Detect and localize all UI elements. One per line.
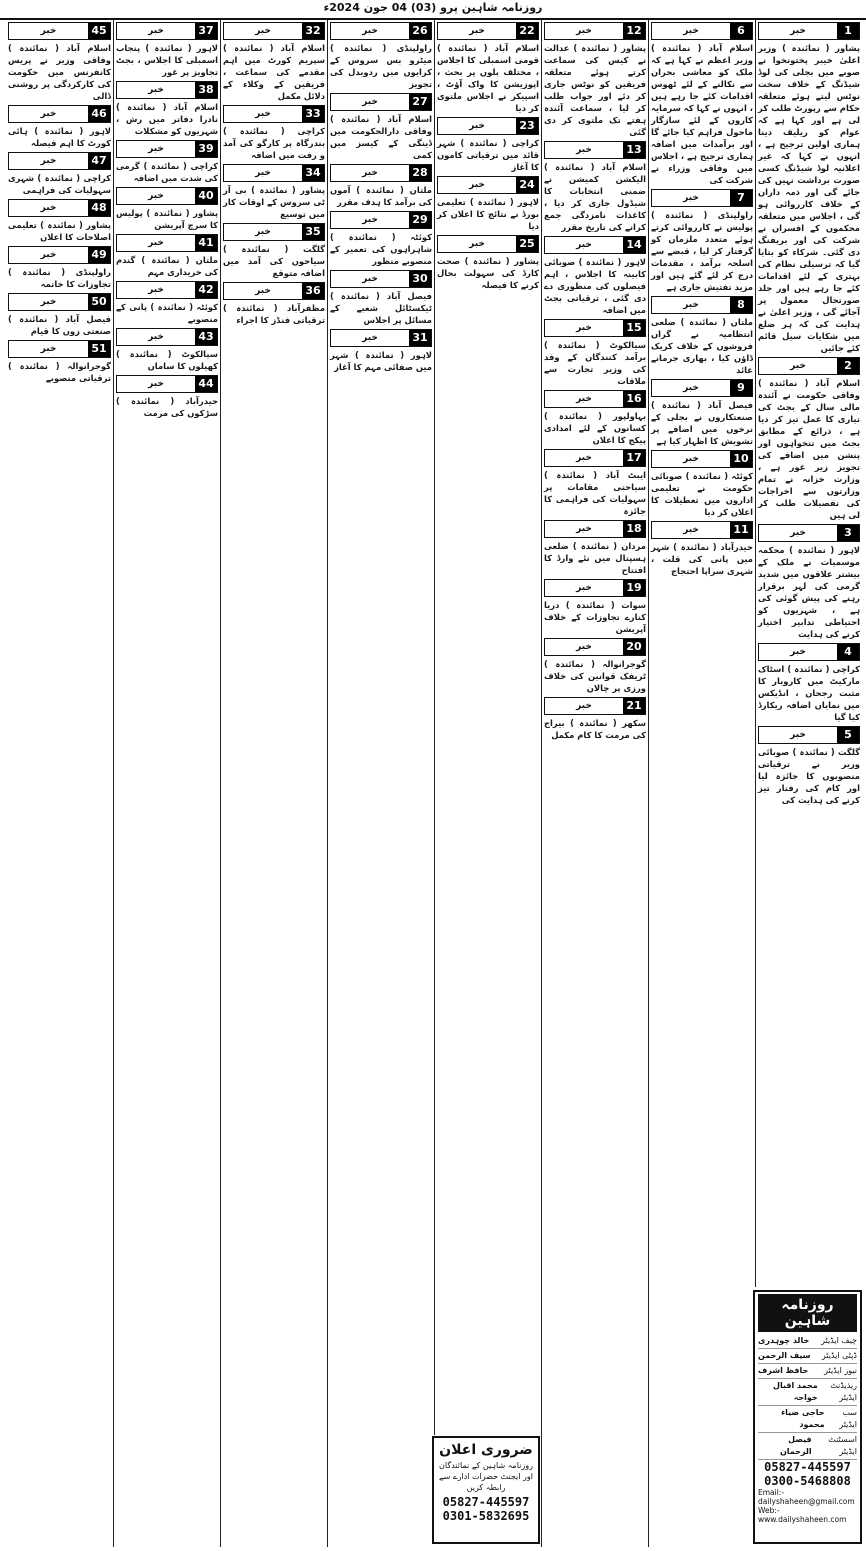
news-text: کراچی ( نمائندہ ) اسٹاک مارکیٹ میں کاروبار کا مثبت رجحان ، انڈیکس میں نمایاں اضافہ ریکارڈ کیا گیا <box>758 664 860 722</box>
news-column <box>220 20 327 1547</box>
news-headline <box>544 579 646 597</box>
news-column <box>434 20 541 1435</box>
news-text: گلگت ( نمائندہ ) صوبائی وزیر نے ترقیاتی منصوبوں کا جائزہ لیا اور کام کی رفتار تیز کرنے کی ہدایت کی <box>758 747 860 805</box>
news-headline <box>116 140 218 158</box>
news-headline <box>544 449 646 467</box>
news-headline <box>223 282 325 300</box>
news-item <box>116 375 218 419</box>
news-text: مردان ( نمائندہ ) ضلعی ہسپتال میں نئے وارڈ کا افتتاح <box>544 541 646 575</box>
news-number: 5 <box>837 727 859 743</box>
news-item <box>223 164 325 220</box>
news-number: 35 <box>302 224 324 240</box>
news-number: 16 <box>623 391 645 407</box>
news-item <box>651 450 753 518</box>
news-text: سکھر ( نمائندہ ) بیراج کی مرمت کا کام مکمل <box>544 718 646 740</box>
news-label: خبر <box>576 26 592 36</box>
news-number: 11 <box>730 522 752 538</box>
news-label: خبر <box>40 156 57 166</box>
news-number: 7 <box>730 190 752 206</box>
news-headline <box>544 638 646 656</box>
staff-role: نیوز ایڈیٹر <box>824 1366 857 1375</box>
news-text: پشاور ( نمائندہ ) تعلیمی اصلاحات کا اعلان <box>8 220 111 242</box>
news-item <box>544 697 646 741</box>
colophon-phone-2: 0300-5468808 <box>764 1474 851 1488</box>
staff-role: ڈپٹی ایڈیٹر <box>821 1351 857 1360</box>
news-headline <box>223 164 325 182</box>
news-headline <box>544 22 646 40</box>
news-text: ایبٹ آباد ( نمائندہ ) سیاحتی مقامات پر سہولیات کی فراہمی کا جائزہ <box>544 470 646 516</box>
news-headline <box>223 22 325 40</box>
news-label: خبر <box>362 274 378 284</box>
notice-title: ضروری اعلان <box>439 1442 533 1458</box>
news-item <box>651 22 753 186</box>
news-headline <box>8 199 111 217</box>
news-item <box>8 246 111 290</box>
news-text: فیصل آباد ( نمائندہ ) صنعتکاروں نے بجلی کے نرخوں میں اضافے پر تشویش کا اظہار کیا ہے <box>651 400 753 446</box>
news-number: 3 <box>837 525 859 541</box>
staff-role: ریذیڈنٹ ایڈیٹر <box>830 1381 857 1402</box>
news-number: 27 <box>409 94 431 110</box>
news-number: 36 <box>302 283 324 299</box>
news-label: خبر <box>148 191 164 201</box>
news-item <box>651 189 753 293</box>
news-item <box>223 223 325 279</box>
news-headline <box>651 450 753 468</box>
news-text: کوئٹہ ( نمائندہ ) شاہراہوں کی تعمیر کے منصوبے منظور <box>330 232 432 266</box>
news-label: خبر <box>790 647 806 657</box>
news-item <box>116 81 218 137</box>
news-text: لاہور ( نمائندہ ) پنجاب اسمبلی کا اجلاس ، بجٹ تجاویز پر غور <box>116 43 218 77</box>
news-text: پشاور ( نمائندہ ) پولیس کا سرچ آپریشن <box>116 208 218 230</box>
news-text: اسلام آباد ( نمائندہ ) نادرا دفاتر میں رش ، شہریوں کو مشکلات <box>116 102 218 136</box>
news-column <box>327 20 434 1547</box>
news-item <box>437 176 539 232</box>
news-label: خبر <box>576 240 592 250</box>
news-text: اسلام آباد ( نمائندہ ) قومی اسمبلی کا اجلاس ، مختلف بلوں پر بحث ، اپوزیشن کا واک آؤٹ ، اسپیکر نے اجلاس ملتوی کر دیا <box>437 43 539 113</box>
news-headline <box>437 235 539 253</box>
news-number: 6 <box>730 23 752 39</box>
news-text: سوات ( نمائندہ ) دریا کنارے تجاوزات کے خلاف آپریشن <box>544 600 646 634</box>
news-label: خبر <box>255 168 271 178</box>
news-label: خبر <box>255 227 271 237</box>
notice-ad <box>432 1436 540 1544</box>
news-number: 37 <box>195 23 217 39</box>
news-text: اسلام آباد ( نمائندہ ) وفاقی وزیر نے پریس کانفرنس میں حکومت کی کارکردگی پر روشنی ڈالی <box>8 43 111 101</box>
news-item <box>651 296 753 376</box>
news-text: حیدرآباد ( نمائندہ ) شہر میں پانی کی قلت ، شہری سراپا احتجاج <box>651 542 753 576</box>
news-headline <box>758 22 860 40</box>
news-label: خبر <box>683 383 699 393</box>
news-text: پشاور ( نمائندہ ) بی آر ٹی سروس کے اوقات کار میں توسیع <box>223 185 325 219</box>
news-text: پشاور ( نمائندہ ) وزیر اعلیٰ خیبر پختونخوا نے صوبے میں بجلی کی لوڈ شیڈنگ کے خلاف سخت نوٹس لیتے ہوئے متعلقہ حکام سے رپورٹ طلب کر لی ہے اور کہا ہے کہ عوام کو ریلیف دینا ہماری اولین ترجیح ہے ، انہوں نے کہا کہ غیر اعلانیہ لوڈ شیڈنگ کسی صورت برداشت نہیں کی جائے گی اور ذمہ داران کے خلاف کارروائی ہو گی ، اجلاس میں متعلقہ محکموں کے افسران نے شرکت کی اور بریفنگ دی گئی۔ شرکاء کو بتایا گیا کہ ترسیلی نظام کی بہتری کے لئے اقدامات کئے جا رہے ہیں اور جلد صورتحال معمول پر آجائے گی ، وزیر اعلیٰ نے ہدایت کی کہ ہر ضلع میں شکایات سیل قائم کئے جائیں <box>758 43 860 353</box>
news-item <box>544 22 646 138</box>
news-item <box>437 22 539 114</box>
news-text: لاہور ( نمائندہ ) صوبائی کابینہ کا اجلاس ، اہم فیصلوں کی منظوری دے دی گئی ، ترقیاتی بجٹ میں اضافہ <box>544 257 646 315</box>
news-label: خبر <box>683 454 699 464</box>
news-text: راولپنڈی ( نمائندہ ) پولیس نے کارروائی کرتے ہوئے متعدد ملزمان کو گرفتار کر لیا ، قبضے سے اسلحہ برآمد ، مقدمات درج کر لئے گئے ہیں اور مزید تفتیش جاری ہے <box>651 210 753 292</box>
news-number: 20 <box>623 639 645 655</box>
news-headline <box>544 319 646 337</box>
news-number: 13 <box>623 142 645 158</box>
news-label: خبر <box>362 333 378 343</box>
news-item <box>330 329 432 373</box>
news-number: 10 <box>730 451 752 467</box>
news-label: خبر <box>683 26 699 36</box>
news-headline <box>544 141 646 159</box>
news-item <box>330 22 432 90</box>
news-label: خبر <box>362 215 378 225</box>
news-number: 25 <box>516 236 538 252</box>
news-text: اسلام آباد ( نمائندہ ) وفاقی حکومت نے آئندہ مالی سال کے بجٹ کی تیاری کا عمل تیز کر دیا ہے ، ذرائع کے مطابق بجٹ میں تنخواہوں اور پنشن میں اضافے کی تجویز زیر غور ہے ، وزارت خزانہ نے تمام وزارتوں سے اخراجات کی تفصیلات طلب کر لی ہیں <box>758 378 860 520</box>
news-item <box>758 22 860 354</box>
news-column <box>113 20 220 1547</box>
staff-name: حافظ اشرف <box>758 1366 809 1375</box>
news-label: خبر <box>362 168 378 178</box>
news-number: 1 <box>837 23 859 39</box>
news-number: 38 <box>195 82 217 98</box>
news-headline <box>116 281 218 299</box>
news-label: خبر <box>469 180 485 190</box>
colophon-website: Web:-www.dailyshaheen.com <box>758 1506 847 1524</box>
news-item <box>758 726 860 806</box>
news-label: خبر <box>362 97 378 107</box>
news-number: 48 <box>88 200 110 216</box>
staff-row <box>758 1364 857 1379</box>
news-number: 12 <box>623 23 645 39</box>
news-text: لاہور ( نمائندہ ) تعلیمی بورڈ نے نتائج کا اعلان کر دیا <box>437 197 539 231</box>
news-number: 41 <box>195 235 217 251</box>
news-item <box>116 22 218 78</box>
news-headline <box>8 105 111 123</box>
news-number: 31 <box>409 330 431 346</box>
news-label: خبر <box>790 26 806 36</box>
news-number: 28 <box>409 165 431 181</box>
news-label: خبر <box>362 26 378 36</box>
news-text: لاہور ( نمائندہ ) شہر میں صفائی مہم کا آغاز <box>330 350 432 372</box>
news-headline <box>330 93 432 111</box>
news-text: حیدرآباد ( نمائندہ ) سڑکوں کی مرمت <box>116 396 218 418</box>
news-item <box>223 22 325 102</box>
news-number: 45 <box>88 23 110 39</box>
news-item <box>223 282 325 326</box>
news-item <box>330 211 432 267</box>
news-item <box>116 281 218 325</box>
news-text: ملتان ( نمائندہ ) ضلعی انتظامیہ نے گراں فروشوں کے خلاف کریک ڈاؤن کیا ، بھاری جرمانے عائد <box>651 317 753 375</box>
staff-name: خالد چوہدری <box>758 1336 810 1345</box>
news-label: خبر <box>148 285 164 295</box>
news-text: راولپنڈی ( نمائندہ ) تجاوزات کا خاتمہ <box>8 267 111 289</box>
news-headline <box>330 164 432 182</box>
news-headline <box>223 223 325 241</box>
news-text: گلگت ( نمائندہ ) سیاحوں کی آمد میں اضافہ متوقع <box>223 244 325 278</box>
news-text: اسلام آباد ( نمائندہ ) الیکشن کمیشن نے ضمنی انتخابات کا شیڈول جاری کر دیا ، کاغذات نامزدگی جمع کرانے کی تاریخ مقرر <box>544 162 646 232</box>
news-headline <box>758 357 860 375</box>
news-label: خبر <box>148 379 164 389</box>
news-headline <box>8 152 111 170</box>
news-item <box>544 236 646 316</box>
news-headline <box>437 22 539 40</box>
staff-list <box>755 1334 860 1460</box>
news-item <box>8 293 111 337</box>
news-number: 24 <box>516 177 538 193</box>
news-item <box>544 579 646 635</box>
news-headline <box>8 22 111 40</box>
news-text: فیصل آباد ( نمائندہ ) صنعتی زون کا قیام <box>8 314 111 336</box>
news-text: راولپنڈی ( نمائندہ ) میٹرو بس سروس کے کرایوں میں ردوبدل کی تجویز <box>330 43 432 89</box>
news-headline <box>223 105 325 123</box>
news-headline <box>330 329 432 347</box>
news-item <box>116 328 218 372</box>
news-label: خبر <box>148 26 164 36</box>
news-item <box>544 520 646 576</box>
news-label: خبر <box>790 361 806 371</box>
news-item <box>544 638 646 694</box>
news-number: 40 <box>195 188 217 204</box>
news-number: 29 <box>409 212 431 228</box>
news-number: 32 <box>302 23 324 39</box>
news-label: خبر <box>40 250 57 260</box>
news-text: کراچی ( نمائندہ ) شہری سہولیات کی فراہمی <box>8 173 111 195</box>
news-label: خبر <box>40 344 57 354</box>
news-number: 33 <box>302 106 324 122</box>
colophon-phone-1: 05827-445597 <box>764 1460 851 1474</box>
news-text: اسلام آباد ( نمائندہ ) سپریم کورٹ میں اہم مقدمے کی سماعت ، فریقین کے وکلاء کے دلائل مکمل <box>223 43 325 101</box>
news-item <box>758 524 860 640</box>
staff-name: محمد اقبال خواجہ <box>773 1381 818 1402</box>
news-number: 18 <box>623 521 645 537</box>
news-column <box>755 20 862 1287</box>
news-text: کراچی ( نمائندہ ) گرمی کی شدت میں اضافہ <box>116 161 218 183</box>
staff-row <box>758 1433 857 1460</box>
news-label: خبر <box>576 145 592 155</box>
news-text: کوئٹہ ( نمائندہ ) صوبائی حکومت نے تعلیمی اداروں میں تعطیلات کا اعلان کر دیا <box>651 471 753 517</box>
news-number: 21 <box>623 698 645 714</box>
news-number: 19 <box>623 580 645 596</box>
staff-name: سیف الرحمن <box>758 1351 811 1360</box>
news-headline <box>8 293 111 311</box>
news-headline <box>544 520 646 538</box>
news-item <box>544 449 646 517</box>
news-headline <box>8 340 111 358</box>
news-label: خبر <box>148 238 164 248</box>
staff-row <box>758 1406 857 1433</box>
news-item <box>116 140 218 184</box>
news-headline <box>330 211 432 229</box>
news-headline <box>116 234 218 252</box>
news-item <box>437 117 539 173</box>
notice-body: روزنامہ شاہین کے نمائندگان اور ایجنٹ حضرات ادارے سے رابطہ کریں <box>438 1461 533 1492</box>
news-headline <box>330 22 432 40</box>
staff-name: حاجی ضیاء محمود <box>781 1408 825 1429</box>
news-label: خبر <box>255 26 271 36</box>
news-item <box>8 22 111 102</box>
news-number: 8 <box>730 297 752 313</box>
news-headline <box>116 22 218 40</box>
news-text: لاہور ( نمائندہ ) ہائی کورٹ کا اہم فیصلہ <box>8 126 111 148</box>
news-number: 23 <box>516 118 538 134</box>
staff-role: سب ایڈیٹر <box>839 1408 857 1429</box>
news-label: خبر <box>683 525 699 535</box>
news-headline <box>437 176 539 194</box>
news-text: مظفرآباد ( نمائندہ ) ترقیاتی فنڈز کا اجراء <box>223 303 325 325</box>
colophon-email: Email:-dailyshaheen@gmail.com <box>758 1488 855 1506</box>
news-headline <box>437 117 539 135</box>
news-number: 39 <box>195 141 217 157</box>
news-headline <box>116 375 218 393</box>
news-headline <box>651 379 753 397</box>
staff-row <box>758 1349 857 1364</box>
news-number: 47 <box>88 153 110 169</box>
news-label: خبر <box>40 109 57 119</box>
news-item <box>116 234 218 278</box>
news-item <box>651 521 753 577</box>
news-text: پشاور ( نمائندہ ) عدالت نے کیس کی سماعت کرتے ہوئے متعلقہ فریقین کو نوٹس جاری کر دئے اور جواب طلب کر لیا ، سماعت آئندہ ہفتے تک ملتوی کر دی گئی <box>544 43 646 137</box>
news-item <box>8 340 111 384</box>
news-number: 44 <box>195 376 217 392</box>
staff-role: چیف ایڈیٹر <box>821 1336 857 1345</box>
news-headline <box>116 187 218 205</box>
news-headline <box>330 270 432 288</box>
news-label: خبر <box>683 300 699 310</box>
news-number: 22 <box>516 23 538 39</box>
news-number: 50 <box>88 294 110 310</box>
news-item <box>8 199 111 243</box>
news-column <box>6 20 113 1547</box>
news-text: سیالکوٹ ( نمائندہ ) کھیلوں کا سامان <box>116 349 218 371</box>
news-headline <box>544 697 646 715</box>
news-label: خبر <box>790 528 806 538</box>
news-label: خبر <box>576 323 592 333</box>
news-label: خبر <box>576 394 592 404</box>
news-label: خبر <box>255 109 271 119</box>
news-headline <box>544 390 646 408</box>
news-headline <box>758 726 860 744</box>
news-label: خبر <box>40 297 57 307</box>
news-label: خبر <box>40 26 57 36</box>
news-item <box>330 164 432 208</box>
notice-phone-1: 05827-445597 <box>442 1495 530 1509</box>
staff-row <box>758 1379 857 1406</box>
news-headline <box>651 22 753 40</box>
news-number: 14 <box>623 237 645 253</box>
staff-row <box>758 1334 857 1349</box>
news-text: سیالکوٹ ( نمائندہ ) برآمد کنندگان کے وفد کی وزیر تجارت سے ملاقات <box>544 340 646 386</box>
news-text: گوجرانوالہ ( نمائندہ ) ترقیاتی منصوبے <box>8 361 111 383</box>
news-headline <box>651 296 753 314</box>
news-headline <box>116 328 218 346</box>
news-number: 42 <box>195 282 217 298</box>
news-item <box>651 379 753 447</box>
news-label: خبر <box>576 524 592 534</box>
news-text: اسلام آباد ( نمائندہ ) وزیر اعظم نے کہا ہے کہ ملک کو معاشی بحران سے نکالنے کے لئے ٹھوس اقدامات کئے جا رہے ہیں ، انہوں نے کہا کہ سرمایہ کاروں کے لئے سازگار ماحول فراہم کیا جائے گا اور برآمدات میں اضافہ ہماری ترجیح ہے ، اجلاس میں وفاقی وزراء نے شرکت کی <box>651 43 753 185</box>
news-label: خبر <box>148 85 164 95</box>
news-text: ملتان ( نمائندہ ) گندم کی خریداری مہم <box>116 255 218 277</box>
news-number: 4 <box>837 644 859 660</box>
news-text: پشاور ( نمائندہ ) صحت کارڈ کی سہولت بحال کرنے کا فیصلہ <box>437 256 539 290</box>
news-number: 49 <box>88 247 110 263</box>
news-item <box>437 235 539 291</box>
news-label: خبر <box>40 203 57 213</box>
news-label: خبر <box>576 642 592 652</box>
news-text: ملتان ( نمائندہ ) آموں کی برآمد کا ہدف مقرر <box>330 185 432 207</box>
news-number: 30 <box>409 271 431 287</box>
news-column <box>541 20 648 1547</box>
news-item <box>330 270 432 326</box>
news-headline <box>116 81 218 99</box>
newspaper-logo: روزنامہ شاہین <box>758 1294 857 1332</box>
news-text: گوجرانوالہ ( نمائندہ ) ٹریفک قوانین کی خلاف ورزی پر چالان <box>544 659 646 693</box>
news-column <box>648 20 755 1547</box>
news-label: خبر <box>469 239 485 249</box>
news-number: 43 <box>195 329 217 345</box>
news-number: 51 <box>88 341 110 357</box>
news-text: بہاولپور ( نمائندہ ) کسانوں کے لئے امدادی پیکج کا اعلان <box>544 411 646 445</box>
news-label: خبر <box>469 26 485 36</box>
staff-role: اسسٹنٹ ایڈیٹر <box>828 1435 857 1456</box>
news-number: 26 <box>409 23 431 39</box>
news-number: 17 <box>623 450 645 466</box>
news-item <box>8 105 111 149</box>
news-headline <box>8 246 111 264</box>
news-number: 15 <box>623 320 645 336</box>
news-text: فیصل آباد ( نمائندہ ) ٹیکسٹائل شعبے کے مسائل پر اجلاس <box>330 291 432 325</box>
news-item <box>758 643 860 723</box>
news-text: کوئٹہ ( نمائندہ ) پانی کے منصوبے <box>116 302 218 324</box>
news-headline <box>651 189 753 207</box>
news-text: کراچی ( نمائندہ ) شہر قائد میں ترقیاتی کاموں کا آغاز <box>437 138 539 172</box>
news-text: اسلام آباد ( نمائندہ ) وفاقی دارالحکومت میں ڈینگی کے کیسز میں کمی <box>330 114 432 160</box>
colophon-box <box>753 1290 862 1544</box>
news-item <box>544 319 646 387</box>
news-label: خبر <box>148 144 164 154</box>
staff-name: فیصل الرحمان <box>779 1435 812 1456</box>
news-label: خبر <box>255 286 271 296</box>
news-headline <box>544 236 646 254</box>
news-label: خبر <box>148 332 164 342</box>
news-label: خبر <box>790 730 806 740</box>
notice-phone-2: 0301-5832695 <box>442 1509 530 1523</box>
news-item <box>8 152 111 196</box>
news-item <box>544 141 646 233</box>
news-item <box>330 93 432 161</box>
masthead: روزنامہ شاہین پرو (03) 04 جون 2024ء <box>0 0 866 20</box>
news-text: لاہور ( نمائندہ ) محکمہ موسمیات نے ملک کے بیشتر علاقوں میں شدید گرمی کی لہر برقرار رہنے کی پیش گوئی کی ہے ، شہریوں کو احتیاطی تدابیر اختیار کرنے کی ہدایت <box>758 545 860 639</box>
news-label: خبر <box>683 193 699 203</box>
news-headline <box>758 524 860 542</box>
news-headline <box>651 521 753 539</box>
news-text: کراچی ( نمائندہ ) بندرگاہ پر کارگو کی آمد و رفت میں اضافہ <box>223 126 325 160</box>
news-label: خبر <box>576 583 592 593</box>
news-item <box>116 187 218 231</box>
news-item <box>223 105 325 161</box>
newspaper-page <box>4 20 862 1547</box>
news-number: 9 <box>730 380 752 396</box>
news-label: خبر <box>576 453 592 463</box>
news-number: 2 <box>837 358 859 374</box>
news-item <box>758 357 860 521</box>
news-label: خبر <box>576 701 592 711</box>
news-label: خبر <box>469 121 485 131</box>
news-item <box>544 390 646 446</box>
news-number: 34 <box>302 165 324 181</box>
news-headline <box>758 643 860 661</box>
news-number: 46 <box>88 106 110 122</box>
